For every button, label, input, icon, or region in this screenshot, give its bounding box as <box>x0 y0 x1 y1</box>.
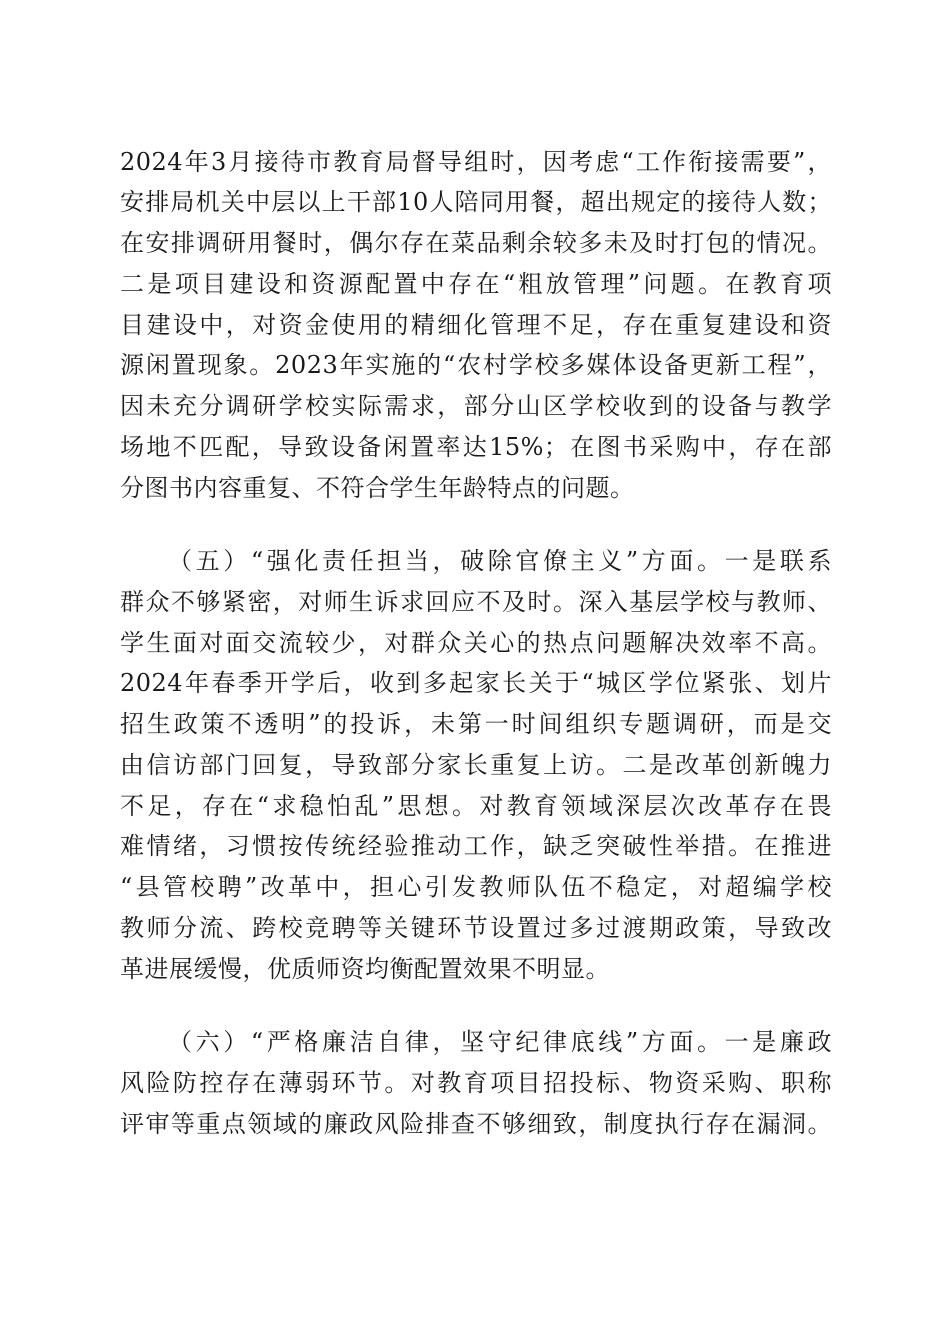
body-text-line: 分图书内容重复、不符合学生年龄特点的问题。 <box>120 474 635 502</box>
body-text-line: 由信访部门回复，导致部分家长重复上访。二是改革创新魄力 <box>120 751 832 779</box>
section-heading-line: （五）“强化责任担当，破除官僚主义”方面。一是联系 <box>168 547 832 575</box>
body-text-line: 安排局机关中层以上干部10人陪同用餐，超出规定的接待人数； <box>120 188 832 216</box>
body-text-line: 难情绪，习惯按传统经验推动工作，缺乏突破性举措。在推进 <box>120 832 832 860</box>
body-text-line: 源闲置现象。2023年实施的“农村学校多媒体设备更新工程”， <box>120 351 832 379</box>
body-text-line: 群众不够紧密，对师生诉求回应不及时。深入基层学校与教师、 <box>120 588 832 616</box>
body-text-line: 2024年春季开学后，收到多起家长关于“城区学位紧张、划片 <box>120 669 832 697</box>
body-text-line: 招生政策不透明”的投诉，未第一时间组织专题调研，而是交 <box>120 710 832 738</box>
body-text-line: 评审等重点领域的廉政风险排查不够细致，制度执行存在漏洞。 <box>120 1110 832 1138</box>
body-text-line: 学生面对面交流较少，对群众关心的热点问题解决效率不高。 <box>120 629 832 657</box>
body-text-line: “县管校聘”改革中，担心引发教师队伍不稳定，对超编学校 <box>120 873 832 901</box>
body-text-line: 风险防控存在薄弱环节。对教育项目招投标、物资采购、职称 <box>120 1069 832 1097</box>
body-text-line: 不足，存在“求稳怕乱”思想。对教育领域深层次改革存在畏 <box>120 792 832 820</box>
body-text-line: 在安排调研用餐时，偶尔存在菜品剩余较多未及时打包的情况。 <box>120 229 832 257</box>
section-heading-line: （六）“严格廉洁自律，坚守纪律底线”方面。一是廉政 <box>168 1028 832 1056</box>
body-text-line: 二是项目建设和资源配置中存在“粗放管理”问题。在教育项 <box>120 270 832 298</box>
body-text-line: 目建设中，对资金使用的精细化管理不足，存在重复建设和资 <box>120 311 832 339</box>
body-text-line: 因未充分调研学校实际需求，部分山区学校收到的设备与教学 <box>120 392 832 420</box>
body-text-line: 教师分流、跨校竞聘等关键环节设置过多过渡期政策，导致改 <box>120 914 832 942</box>
body-text-line: 2024年3月接待市教育局督导组时，因考虑“工作衔接需要”， <box>120 148 832 176</box>
body-text-line: 革进展缓慢，优质师资均衡配置效果不明显。 <box>120 955 610 983</box>
body-text-line: 场地不匹配，导致设备闲置率达15%；在图书采购中，存在部 <box>120 433 832 461</box>
